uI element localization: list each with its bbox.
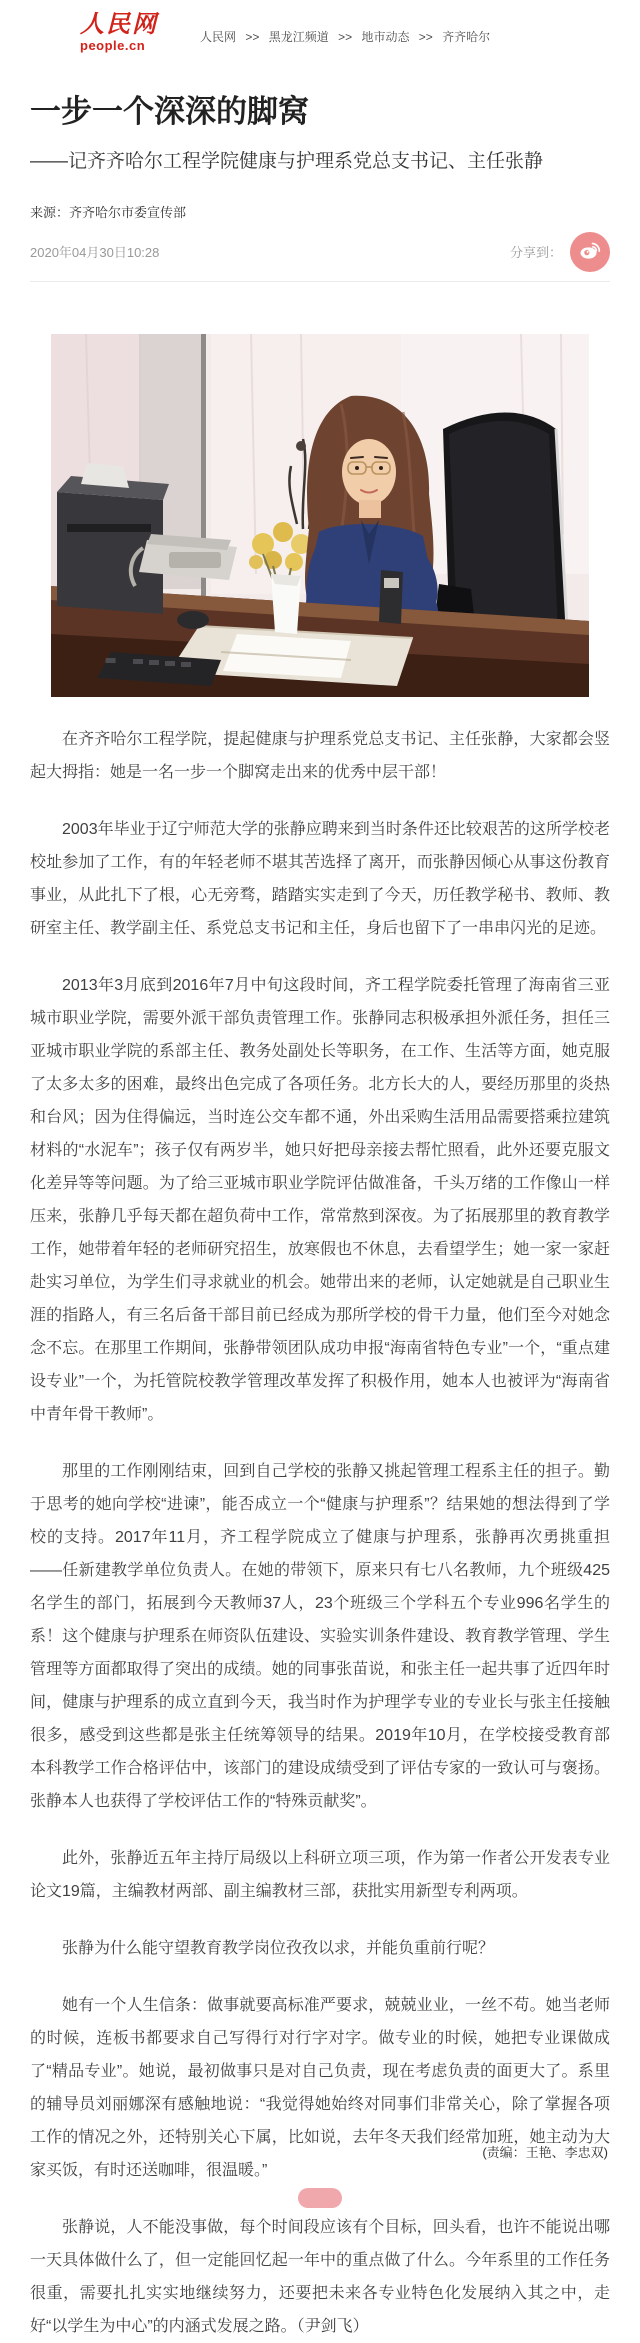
paragraph: 她有一个人生信条：做事就要高标准严要求，兢兢业业，一丝不苟。她当老师的时候，连板书都要求自己写得行对行字对字。做专业的时候，她把专业课做成了“精品专业”。她说，最初做事只是对自己负责，现在考虑负责的面更大了。系里的辅导员刘丽娜深有感触地说：“我觉得她始终对同事们非常关心，除了掌握各项工作的情况之外，还特别关心下属，比如说，去年冬天我们经常加班，她主动为大家买饭，有时还送咖啡，很温暖。” xyxy=(30,1996,610,2179)
paragraph: 张静为什么能守望教育教学岗位孜孜以求，并能负重前行呢？ xyxy=(62,1939,495,1957)
article-body xyxy=(0,723,640,2343)
page-subtitle: ——记齐齐哈尔工程学院健康与护理系党总支书记、主任张静 xyxy=(30,151,544,173)
header-divider xyxy=(30,281,610,282)
people-cn-logo-icon xyxy=(30,10,74,54)
logo-brand-en: people.cn xyxy=(80,37,146,53)
weibo-icon xyxy=(578,238,602,265)
paragraph: 2003年毕业于辽宁师范大学的张静应聘来到当时条件还比较艰苦的这所学校老校址参加了工作，有的年轻老师不堪其苦选择了离开，而张静因倾心从事这份教育事业，从此扎下了根，心无旁骛，踏踏实实走到了今天，历任教学秘书、教师、教研室主任、教学副主任、系党总支书记和主任，身后也留下了一串串闪光的足迹。 xyxy=(30,820,610,937)
editor-note: (责编：王艳、李忠双) xyxy=(482,2145,608,2160)
breadcrumb-item-people[interactable]: 人民网 xyxy=(200,30,237,44)
source-name: 齐齐哈尔市委宣传部 xyxy=(69,204,187,220)
site-header xyxy=(0,0,640,58)
share-weibo-button[interactable] xyxy=(570,232,610,272)
page-title: 一步一个深深的脚窝 xyxy=(30,94,309,129)
breadcrumb-item-heilongjiang[interactable]: 黑龙江频道 xyxy=(268,30,329,44)
share-label: 分享到： xyxy=(509,245,562,261)
publish-datetime: 2020年04月30日10:28 xyxy=(30,245,160,261)
breadcrumb-item-qiqihar[interactable]: 齐齐哈尔 xyxy=(442,30,491,44)
breadcrumb xyxy=(200,28,490,45)
share-bar xyxy=(510,232,610,272)
source-row xyxy=(30,202,610,221)
meta-row xyxy=(30,229,610,275)
logo-brand-cn: 人民网 xyxy=(80,10,158,38)
breadcrumb-separator: >> xyxy=(418,30,433,44)
breadcrumb-separator: >> xyxy=(245,30,260,44)
paragraph: 此外，张静近五年主持厅局级以上科研立项三项，作为第一作者公开发表专业论文19篇，主编教材两部、副主编教材三部，获批实用新型专利两项。 xyxy=(30,1849,610,1900)
paragraph: 张静说，人不能没事做，每个时间段应该有个目标，回头看，也许不能说出哪一天具体做什么了，但一定能回忆起一年中的重点做了什么。今年系里的工作任务很重，需要扎扎实实地继续努力，还要把未来各专业特色化发展纳入其之中，走好“以学生为中心”的内涵式发展之路。（尹剑飞） xyxy=(30,2218,610,2335)
people-cn-logo[interactable] xyxy=(30,10,158,54)
footer-widget-partial xyxy=(298,2188,342,2208)
article-photo xyxy=(51,334,589,697)
breadcrumb-item-city-news[interactable]: 地市动态 xyxy=(361,30,410,44)
breadcrumb-separator: >> xyxy=(338,30,353,44)
paragraph: 在齐齐哈尔工程学院，提起健康与护理系党总支书记、主任张静，大家都会竖起大拇指：她是一名一步一个脚窝走出来的优秀中层干部！ xyxy=(30,730,610,781)
paragraph: 那里的工作刚刚结束，回到自己学校的张静又挑起管理工程系主任的担子。勤于思考的她向学校“进谏”，能否成立一个“健康与护理系”？结果她的想法得到了学校的支持。2017年11月，齐工程学院成立了健康与护理系，张静再次勇挑重担——任新建教学单位负责人。在她的带领下，原来只有七八名教师，九个班级425名学生的部门，拓展到今天教师37人，23个班级三个学科五个专业996名学生的系！这个健康与护理系在师资队伍建设、实验实训条件建设、教育教学管理、学生管理等方面都取得了突出的成绩。她的同事张苗说，和张主任一起共事了近四年时间，健康与护理系的成立直到今天，我当时作为护理学专业的专业长与张主任接触很多，感受到这些都是张主任统筹领导的结果。2019年10月，在学校接受教育部本科教学工作合格评估中，该部门的建设成绩受到了评估专家的一致认可与褒扬。张静本人也获得了学校评估工作的“特殊贡献奖”。 xyxy=(30,1462,610,1810)
paragraph: 2013年3月底到2016年7月中旬这段时间，齐工程学院委托管理了海南省三亚城市职业学院，需要外派干部负责管理工作。张静同志积极承担外派任务，担任三亚城市职业学院的系部主任、教务处副处长等职务，在工作、生活等方面，她克服了太多太多的困难，最终出色完成了各项任务。北方长大的人，要经历那里的炎热和台风；因为住得偏远，当时连公交车都不通，外出采购生活用品需要搭乘拉建筑材料的“水泥车”；孩子仅有两岁半，她只好把母亲接去帮忙照看，此外还要克服文化差异等等问题。为了给三亚城市职业学院评估做准备，千头万绪的工作像山一样压来，张静几乎每天都在超负荷中工作，常常熬到深夜。为了拓展那里的教育教学工作，她带着年轻的老师研究招生，放寒假也不休息，去看望学生；她一家一家赶赴实习单位，为学生们寻求就业的机会。她带出来的老师，认定她就是自己职业生涯的指路人，有三名后备干部目前已经成为那所学校的骨干力量，他们至今对她念念不忘。在那里工作期间，张静带领团队成功申报“海南省特色专业”一个，“重点建设专业”一个，为托管院校教学管理改革发挥了积极作用，她本人也被评为“海南省中青年骨干教师”。 xyxy=(30,976,610,1423)
source-label: 来源： xyxy=(30,204,70,220)
